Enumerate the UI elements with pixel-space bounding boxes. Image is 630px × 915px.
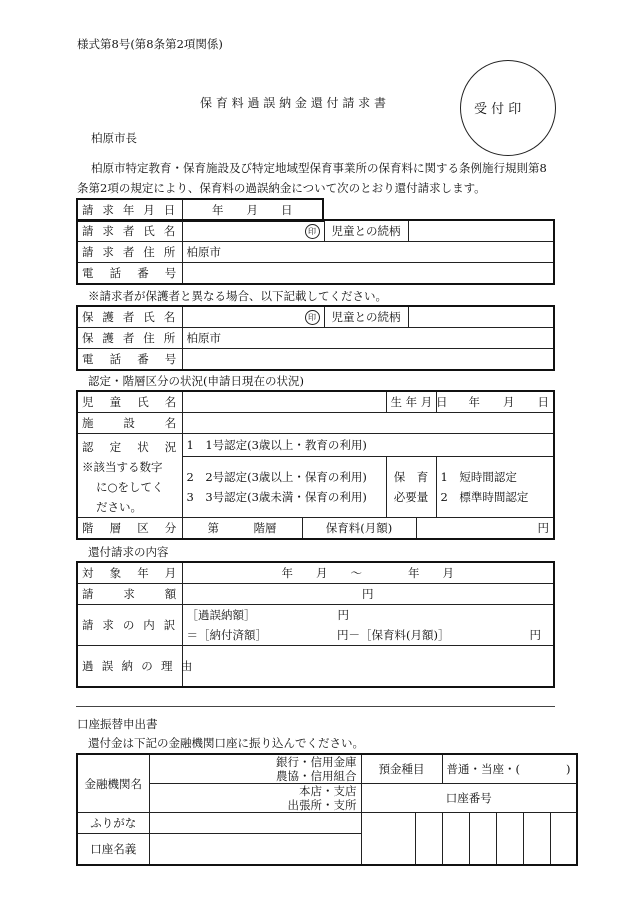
period-field[interactable]: 年 月 ～ 年 月 <box>182 562 554 584</box>
status-label: 認 定 状 況 <box>82 440 179 454</box>
cert-option-2[interactable]: 2 2号認定(3歳以上・保育の利用) <box>186 469 367 484</box>
breakdown-field[interactable] <box>182 605 554 646</box>
applicant-name-field[interactable] <box>182 220 324 242</box>
branch-types-1: 本店・支店 <box>299 784 357 798</box>
section-divider <box>76 706 555 707</box>
account-holder-label: 口座名義 <box>77 834 149 866</box>
status-note-3: ださい。 <box>96 500 142 514</box>
overpaid-yen: 円 <box>337 608 349 622</box>
tier-label: 階 層 区 分 <box>77 518 182 540</box>
overpaid-label: ［過誤納額］ <box>186 608 256 622</box>
guardian-address-label: 保 護 者 住 所 <box>77 328 182 349</box>
bank-table <box>76 753 578 866</box>
status-label-cell <box>77 434 182 518</box>
transfer-intro: 還付金は下記の金融機関口座に振り込んでください。 <box>88 736 364 750</box>
bank-types-2: 農協・信用組合 <box>276 769 357 783</box>
request-date-label: 請 求 年 月 日 <box>77 199 182 221</box>
applicant-table <box>76 219 555 285</box>
breakdown-label: 請 求 の 内 訳 <box>77 605 182 646</box>
refund-table <box>76 561 555 688</box>
account-digit-5[interactable] <box>496 813 523 866</box>
furigana-label: ふりがな <box>77 813 149 834</box>
facility-label: 施 設 名 <box>77 413 182 434</box>
account-digit-4[interactable] <box>469 813 496 866</box>
care-need-label-2: 必要量 <box>393 489 429 504</box>
request-date-field[interactable]: 年 月 日 <box>182 199 323 221</box>
amount-label: 請 求 額 <box>77 584 182 605</box>
monthly-fee-label: 円－［保育料(月額)］ <box>337 628 450 642</box>
guardian-phone-label: 電 話 番 号 <box>77 349 182 371</box>
cert-option-3[interactable]: 3 3号認定(3歳未満・保育の利用) <box>186 489 367 504</box>
guardian-address-field[interactable]: 柏原市 <box>182 328 554 349</box>
bank-types-1: 銀行・信用金庫 <box>276 755 357 769</box>
period-label: 対 象 年 月 <box>77 562 182 584</box>
form-number: 様式第8号(第8条第2項関係) <box>77 37 223 51</box>
cert-options-2-3 <box>182 456 386 517</box>
account-digit-1[interactable] <box>361 813 415 866</box>
status-note-1: ※該当する数字 <box>82 460 163 474</box>
deposit-type-field[interactable]: 普通・当座・( ) <box>442 754 577 784</box>
reception-stamp-label: 受 付 印 <box>474 102 522 117</box>
child-name-field[interactable] <box>182 391 386 413</box>
child-name-label: 児 童 氏 名 <box>77 391 182 413</box>
fee-label: 保育料(月額) <box>302 518 416 540</box>
tier-field[interactable]: 第 階層 <box>182 518 302 540</box>
relation-label: 児童との続柄 <box>324 220 408 242</box>
amount-field[interactable]: 円 <box>182 584 554 605</box>
paid-label: ＝［納付済額］ <box>186 628 267 642</box>
account-digit-7[interactable] <box>550 813 577 866</box>
bank-name-label: 金融機関名 <box>77 754 149 813</box>
fee-field[interactable]: 円 <box>416 518 554 540</box>
seal-mark: 印 <box>305 310 320 325</box>
guardian-table <box>76 305 555 371</box>
intro-line-2: 条第2項の規定により、保育料の過誤納金について次のとおり還付請求します。 <box>77 181 486 195</box>
guardian-phone-field[interactable] <box>182 349 554 371</box>
deposit-type-label: 預金種目 <box>361 754 442 784</box>
cert-option-1[interactable]: 1 1号認定(3歳以上・教育の利用) <box>182 434 554 457</box>
reason-field[interactable] <box>182 646 554 688</box>
certification-table <box>76 390 555 540</box>
intro-line-1: 柏原市特定教育・保育施設及び特定地域型保育事業所の保育料に関する条例施行規則第8 <box>91 161 547 175</box>
guardian-note: ※請求者が保護者と異なる場合、以下記載してください。 <box>88 289 387 303</box>
care-need-short[interactable]: 1 短時間認定 <box>440 469 517 484</box>
applicant-name-label: 請 求 者 氏 名 <box>77 220 182 242</box>
account-holder-field[interactable] <box>149 834 361 866</box>
care-need-label <box>386 456 436 517</box>
refund-section-title: 還付請求の内容 <box>88 545 169 559</box>
applicant-address-field[interactable]: 柏原市 <box>182 242 554 263</box>
furigana-field[interactable] <box>149 813 361 834</box>
applicant-address-label: 請 求 者 住 所 <box>77 242 182 263</box>
dob-label: 生 年 月 日 <box>386 391 436 413</box>
guardian-name-label: 保 護 者 氏 名 <box>77 306 182 328</box>
care-need-label-1: 保 育 <box>393 469 429 484</box>
account-digit-6[interactable] <box>523 813 550 866</box>
guardian-name-field[interactable] <box>182 306 324 328</box>
certification-section-title: 認定・階層区分の状況(申請日現在の状況) <box>88 374 304 388</box>
monthly-fee-yen: 円 <box>529 628 541 642</box>
care-need-standard[interactable]: 2 標準時間認定 <box>440 489 529 504</box>
facility-field[interactable] <box>182 413 554 434</box>
status-note-2: に○をしてく <box>96 480 164 494</box>
form-title: 保 育 料 過 誤 納 金 還 付 請 求 書 <box>200 96 386 110</box>
transfer-section-title: 口座振替申出書 <box>77 717 158 731</box>
guardian-relation-field[interactable] <box>408 306 554 328</box>
applicant-phone-label: 電 話 番 号 <box>77 263 182 285</box>
care-need-options <box>436 456 554 517</box>
guardian-relation-label: 児童との続柄 <box>324 306 408 328</box>
dob-field[interactable]: 年 月 日 <box>436 391 554 413</box>
branch-name-field[interactable] <box>149 784 361 813</box>
applicant-phone-field[interactable] <box>182 263 554 285</box>
account-digit-2[interactable] <box>415 813 442 866</box>
reason-label: 過 誤 納 の 理 由 <box>77 646 182 688</box>
relation-field[interactable] <box>408 220 554 242</box>
account-digit-3[interactable] <box>442 813 469 866</box>
bank-name-field[interactable] <box>149 754 361 784</box>
seal-mark: 印 <box>305 224 320 239</box>
account-number-label: 口座番号 <box>361 784 577 813</box>
branch-types-2: 出張所・支所 <box>287 798 357 812</box>
addressee: 柏原市長 <box>91 131 137 145</box>
